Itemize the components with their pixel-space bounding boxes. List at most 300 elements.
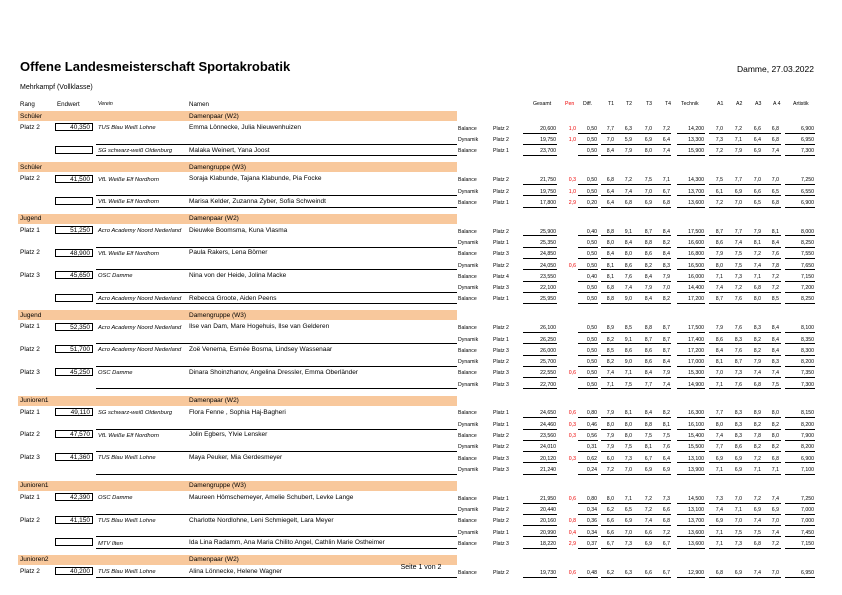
table-row — [0, 407, 842, 418]
table-row — [0, 225, 842, 236]
value-cell: 7,1 — [715, 273, 723, 280]
category-label: Schüler — [20, 163, 43, 171]
value-cell: 7,3 — [662, 495, 670, 502]
exercise-cell: Balance — [458, 273, 477, 280]
value-cell: 13,600 — [688, 529, 704, 536]
col-artistik: Artistik — [793, 101, 809, 107]
value-cell: 8,6 — [715, 336, 723, 343]
value-cell: 8,4 — [715, 347, 723, 354]
value-cell: 6,9 — [715, 455, 723, 462]
value-cell: 21,750 — [540, 177, 556, 184]
value-cell: 8,2 — [662, 296, 670, 303]
col-t2: T2 — [626, 101, 633, 107]
club-cell: VfL Weiße Elf Nordhorn — [98, 176, 160, 183]
cell-underline — [677, 388, 705, 389]
value-cell: 6,8 — [662, 199, 670, 206]
value-cell: 6,4 — [606, 199, 614, 206]
value-cell: 7,250 — [801, 177, 814, 184]
names-cell: Alina Lönnecke, Helene Wagner — [189, 567, 282, 575]
value-cell: 25,950 — [540, 296, 556, 303]
value-cell: 13,700 — [688, 188, 704, 195]
value-cell: 0,50 — [586, 325, 597, 332]
value-cell: 6,8 — [771, 137, 779, 144]
value-cell: 15,500 — [688, 444, 704, 451]
value-cell: 7,1 — [662, 177, 670, 184]
value-cell: 17,400 — [688, 336, 704, 343]
value-cell: 5,9 — [624, 137, 632, 144]
exercise-cell: Balance — [458, 518, 477, 525]
value-cell: 7,150 — [801, 273, 814, 280]
placement-cell: Platz 2 — [493, 177, 509, 184]
club-cell: TUS Blau Weiß Lohne — [98, 569, 156, 576]
value-cell: 6,3 — [624, 125, 632, 132]
value-cell: 6,900 — [801, 455, 814, 462]
cell-underline — [578, 207, 598, 208]
exercise-cell: Dynamik — [458, 285, 479, 292]
value-cell: 6,8 — [715, 569, 723, 576]
placement-cell: Platz 2 — [493, 569, 509, 576]
cell-underline — [601, 155, 671, 156]
placement-cell: Platz 2 — [493, 325, 509, 332]
cell-underline — [785, 548, 815, 549]
value-cell: 7,2 — [715, 199, 723, 206]
value-cell: 6,8 — [771, 199, 779, 206]
value-cell: 9,1 — [624, 336, 632, 343]
placement-cell: Platz 4 — [493, 273, 509, 280]
value-cell: 6,8 — [606, 285, 614, 292]
discipline-label: Damenpaar (W2) — [189, 215, 239, 223]
value-cell: 8,2 — [753, 421, 761, 428]
cell-underline — [523, 303, 557, 304]
value-cell: 8,3 — [734, 410, 742, 417]
exercise-cell: Dynamik — [458, 262, 479, 269]
column-header-row — [0, 101, 842, 111]
exercise-cell: Balance — [458, 125, 477, 132]
value-cell: 7,150 — [801, 540, 814, 547]
value-cell: 7,0 — [734, 199, 742, 206]
value-cell: 8,1 — [624, 410, 632, 417]
exercise-cell: Balance — [458, 199, 477, 206]
endwert-box: 48,900 — [55, 249, 93, 257]
table-row — [0, 441, 842, 452]
value-cell: 6,4 — [662, 137, 670, 144]
value-cell: 13,600 — [688, 540, 704, 547]
value-cell: 7,9 — [662, 273, 670, 280]
value-cell: 0,6 — [568, 569, 576, 576]
endwert-box: 45,250 — [55, 368, 93, 376]
discipline-label: Damengruppe (W3) — [189, 311, 247, 319]
endwert-box — [55, 538, 93, 546]
value-cell: 16,000 — [688, 273, 704, 280]
value-cell: 8,6 — [624, 262, 632, 269]
value-cell: 20,440 — [540, 507, 556, 514]
value-cell: 7,4 — [771, 529, 779, 536]
value-cell: 16,300 — [688, 410, 704, 417]
exercise-cell: Dynamik — [458, 188, 479, 195]
col-namen: Namen — [189, 101, 209, 108]
value-cell: 6,8 — [753, 285, 761, 292]
value-cell: 7,7 — [734, 177, 742, 184]
exercise-cell: Dynamik — [458, 507, 479, 514]
team-separator — [96, 207, 457, 208]
value-cell: 20,990 — [540, 529, 556, 536]
value-cell: 6,9 — [644, 466, 652, 473]
value-cell: 8,4 — [771, 325, 779, 332]
cell-underline — [677, 577, 705, 578]
rank-cell: Platz 2 — [20, 567, 40, 575]
value-cell: 8,2 — [753, 444, 761, 451]
table-row — [0, 185, 842, 196]
cell-underline — [709, 303, 781, 304]
col-verein: Verein — [98, 101, 113, 107]
value-cell: 8,200 — [801, 444, 814, 451]
col-technik: Technik — [681, 101, 699, 107]
cell-underline — [785, 207, 815, 208]
value-cell: 2,9 — [568, 540, 576, 547]
value-cell: 7,4 — [753, 262, 761, 269]
value-cell: 8,4 — [771, 239, 779, 246]
value-cell: 6,7 — [662, 569, 670, 576]
table-row — [0, 418, 842, 429]
value-cell: 0,6 — [568, 262, 576, 269]
value-cell: 7,5 — [715, 177, 723, 184]
value-cell: 6,9 — [715, 518, 723, 525]
value-cell: 7,200 — [801, 285, 814, 292]
value-cell: 0,34 — [586, 529, 597, 536]
table-row — [0, 344, 842, 355]
value-cell: 7,4 — [662, 148, 670, 155]
value-cell: 7,0 — [624, 466, 632, 473]
value-cell: 16,100 — [688, 421, 704, 428]
value-cell: 0,3 — [568, 177, 576, 184]
value-cell: 7,0 — [624, 529, 632, 536]
rank-cell: Platz 2 — [20, 431, 40, 439]
table-row — [0, 356, 842, 367]
value-cell: 24,460 — [540, 421, 556, 428]
value-cell: 7,0 — [644, 188, 652, 195]
value-cell: 8,150 — [801, 410, 814, 417]
value-cell: 7,4 — [715, 433, 723, 440]
exercise-cell: Balance — [458, 148, 477, 155]
value-cell: 6,900 — [801, 199, 814, 206]
category-label: Jugend — [20, 215, 42, 223]
value-cell: 24,050 — [540, 262, 556, 269]
exercise-cell: Balance — [458, 569, 477, 576]
table-row — [0, 367, 842, 378]
value-cell: 7,0 — [771, 177, 779, 184]
placement-cell: Platz 3 — [493, 466, 509, 473]
value-cell: 24,010 — [540, 444, 556, 451]
placement-cell: Platz 3 — [493, 381, 509, 388]
value-cell: 26,100 — [540, 325, 556, 332]
placement-cell: Platz 1 — [493, 336, 509, 343]
value-cell: 7,0 — [606, 137, 614, 144]
category-label: Junioren2 — [20, 556, 49, 564]
value-cell: 6,5 — [771, 188, 779, 195]
value-cell: 0,50 — [586, 148, 597, 155]
value-cell: 8,2 — [662, 239, 670, 246]
table-row — [0, 270, 842, 281]
value-cell: 7,4 — [771, 495, 779, 502]
exercise-cell: Balance — [458, 296, 477, 303]
cell-underline — [785, 577, 815, 578]
endwert-box: 40,200 — [55, 567, 93, 575]
exercise-cell: Dynamik — [458, 529, 479, 536]
endwert-box: 52,350 — [55, 323, 93, 331]
value-cell: 25,700 — [540, 359, 556, 366]
placement-cell: Platz 1 — [493, 199, 509, 206]
names-cell: Rebecca Groote, Aiden Peens — [189, 294, 277, 302]
value-cell: 7,1 — [715, 529, 723, 536]
value-cell: 7,7 — [644, 381, 652, 388]
value-cell: 7,0 — [734, 495, 742, 502]
cell-underline — [677, 548, 705, 549]
value-cell: 7,1 — [715, 381, 723, 388]
page-footer: Seite 1 von 2 — [400, 564, 442, 571]
value-cell: 0,50 — [586, 347, 597, 354]
value-cell: 8,9 — [753, 410, 761, 417]
value-cell: 0,3 — [568, 421, 576, 428]
value-cell: 20,600 — [540, 125, 556, 132]
value-cell: 7,1 — [624, 370, 632, 377]
club-cell: TUS Blau Weiß Lohne — [98, 455, 156, 462]
cell-underline — [677, 155, 705, 156]
discipline-label: Damenpaar (W2) — [189, 112, 239, 120]
value-cell: 6,1 — [715, 188, 723, 195]
value-cell: 8,0 — [624, 421, 632, 428]
rank-cell: Platz 1 — [20, 226, 40, 234]
value-cell: 6,8 — [606, 177, 614, 184]
placement-cell: Platz 1 — [493, 421, 509, 428]
rank-cell: Platz 2 — [20, 346, 40, 353]
value-cell: 17,200 — [688, 296, 704, 303]
value-cell: 7,550 — [801, 251, 814, 258]
exercise-cell: Balance — [458, 495, 477, 502]
names-cell: Maya Peuker, Mia Gerdesmeyer — [189, 453, 283, 461]
value-cell: 24,650 — [540, 410, 556, 417]
cell-underline — [578, 577, 598, 578]
endwert-box: 42,390 — [55, 493, 93, 501]
value-cell: 7,350 — [801, 370, 814, 377]
table-row — [0, 196, 842, 207]
value-cell: 7,9 — [734, 148, 742, 155]
cell-underline — [601, 303, 671, 304]
value-cell: 2,9 — [568, 199, 576, 206]
endwert-box — [55, 146, 93, 154]
names-cell: Dinara Shoinzhanov, Angelina Dressler, Emma Oberländer — [189, 368, 358, 376]
value-cell: 15,900 — [688, 148, 704, 155]
value-cell: 7,2 — [715, 148, 723, 155]
value-cell: 8,8 — [644, 239, 652, 246]
cell-underline — [601, 388, 671, 389]
value-cell: 7,5 — [624, 381, 632, 388]
cell-underline — [523, 388, 557, 389]
value-cell: 7,6 — [771, 251, 779, 258]
placement-cell: Platz 2 — [493, 137, 509, 144]
value-cell: 0,37 — [586, 540, 597, 547]
value-cell: 7,2 — [662, 125, 670, 132]
endwert-box — [55, 197, 93, 205]
value-cell: 22,550 — [540, 370, 556, 377]
club-cell: TUS Blau Weiß Lohne — [98, 125, 156, 132]
value-cell: 7,4 — [715, 507, 723, 514]
value-cell: 8,6 — [734, 444, 742, 451]
value-cell: 19,750 — [540, 188, 556, 195]
endwert-box: 41,360 — [55, 453, 93, 461]
value-cell: 19,750 — [540, 137, 556, 144]
value-cell: 7,650 — [801, 262, 814, 269]
value-cell: 8,6 — [624, 347, 632, 354]
value-cell: 6,6 — [644, 569, 652, 576]
exercise-cell: Balance — [458, 251, 477, 258]
value-cell: 8,4 — [644, 370, 652, 377]
names-cell: Charlotte Nordlohne, Leni Schmiegelt, Lara Meyer — [189, 516, 334, 524]
cell-underline — [785, 303, 815, 304]
value-cell: 0,3 — [568, 433, 576, 440]
value-cell: 7,0 — [644, 125, 652, 132]
value-cell: 6,950 — [801, 569, 814, 576]
value-cell: 8,4 — [644, 296, 652, 303]
value-cell: 1,0 — [568, 125, 576, 132]
value-cell: 14,300 — [688, 177, 704, 184]
value-cell: 7,2 — [771, 273, 779, 280]
endwert-box — [55, 294, 93, 302]
value-cell: 7,2 — [644, 495, 652, 502]
value-cell: 8,0 — [771, 410, 779, 417]
category-header — [0, 162, 842, 173]
exercise-cell: Balance — [458, 325, 477, 332]
placement-cell: Platz 1 — [493, 410, 509, 417]
value-cell: 7,7 — [715, 410, 723, 417]
value-cell: 7,5 — [753, 529, 761, 536]
value-cell: 8,3 — [734, 336, 742, 343]
placement-cell: Platz 1 — [493, 239, 509, 246]
value-cell: 6,8 — [753, 381, 761, 388]
value-cell: 13,600 — [688, 199, 704, 206]
value-cell: 8,3 — [771, 359, 779, 366]
value-cell: 8,1 — [644, 444, 652, 451]
value-cell: 7,9 — [606, 433, 614, 440]
category-label: Schüler — [20, 112, 43, 120]
exercise-cell: Dynamik — [458, 466, 479, 473]
page-subtitle: Mehrkampf (Vollklasse) — [20, 84, 93, 91]
endwert-box: 40,350 — [55, 123, 93, 131]
placement-cell: Platz 1 — [493, 495, 509, 502]
names-cell: Marisa Kelder, Zuzanna Zyber, Sofia Schweindt — [189, 198, 326, 206]
value-cell: 21,950 — [540, 495, 556, 502]
placement-cell: Platz 3 — [493, 285, 509, 292]
value-cell: 6,6 — [606, 529, 614, 536]
value-cell: 8,2 — [771, 444, 779, 451]
value-cell: 6,7 — [662, 188, 670, 195]
rank-cell: Platz 2 — [20, 249, 40, 257]
value-cell: 8,7 — [662, 347, 670, 354]
value-cell: 25,900 — [540, 228, 556, 235]
value-cell: 8,0 — [771, 433, 779, 440]
placement-cell: Platz 2 — [493, 444, 509, 451]
col-diff: Diff. — [583, 101, 593, 107]
value-cell: 8,1 — [662, 421, 670, 428]
value-cell: 8,7 — [662, 325, 670, 332]
rank-cell: Platz 1 — [20, 408, 40, 416]
value-cell: 25,350 — [540, 239, 556, 246]
cell-underline — [601, 474, 671, 475]
category-header — [0, 396, 842, 407]
rank-cell: Platz 2 — [20, 175, 40, 183]
names-cell: Malaka Weinert, Yana Joost — [189, 146, 270, 154]
page-title: Offene Landesmeisterschaft Sportakrobatik — [20, 59, 291, 74]
value-cell: 8,4 — [662, 359, 670, 366]
placement-cell: Platz 3 — [493, 455, 509, 462]
value-cell: 7,300 — [801, 148, 814, 155]
value-cell: 20,160 — [540, 518, 556, 525]
exercise-cell: Balance — [458, 347, 477, 354]
exercise-cell: Balance — [458, 540, 477, 547]
value-cell: 8,0 — [644, 148, 652, 155]
team-separator — [96, 155, 457, 156]
value-cell: 8,350 — [801, 336, 814, 343]
value-cell: 6,9 — [753, 148, 761, 155]
value-cell: 7,000 — [801, 507, 814, 514]
value-cell: 7,4 — [644, 518, 652, 525]
col-pen: Pen — [565, 101, 575, 107]
placement-cell: Platz 2 — [493, 518, 509, 525]
value-cell: 7,9 — [715, 251, 723, 258]
value-cell: 8,7 — [715, 296, 723, 303]
category-header — [0, 214, 842, 225]
value-cell: 6,6 — [644, 529, 652, 536]
club-cell: Acro Academy Noord Nederland — [98, 347, 182, 354]
value-cell: 8,3 — [734, 433, 742, 440]
cell-underline — [677, 207, 705, 208]
value-cell: 13,100 — [688, 507, 704, 514]
club-cell: Acro Academy Noord Nederland — [98, 324, 182, 331]
cell-underline — [523, 548, 557, 549]
value-cell: 7,3 — [734, 273, 742, 280]
results-table — [0, 111, 842, 577]
value-cell: 6,9 — [753, 507, 761, 514]
value-cell: 13,100 — [688, 455, 704, 462]
value-cell: 0,6 — [568, 370, 576, 377]
value-cell: 7,1 — [715, 540, 723, 547]
cell-underline — [523, 207, 557, 208]
value-cell: 8,6 — [644, 347, 652, 354]
value-cell: 8,0 — [606, 421, 614, 428]
value-cell: 8,4 — [606, 251, 614, 258]
value-cell: 7,2 — [662, 529, 670, 536]
col-a3: A3 — [755, 101, 762, 107]
value-cell: 0,50 — [586, 336, 597, 343]
table-row — [0, 145, 842, 156]
value-cell: 8,0 — [624, 251, 632, 258]
rank-cell: Platz 2 — [20, 516, 40, 524]
value-cell: 0,50 — [586, 285, 597, 292]
value-cell: 8,8 — [606, 296, 614, 303]
value-cell: 7,7 — [734, 228, 742, 235]
value-cell: 0,6 — [568, 410, 576, 417]
value-cell: 6,4 — [662, 455, 670, 462]
value-cell: 7,5 — [644, 433, 652, 440]
col-a4: A 4 — [773, 101, 781, 107]
table-row — [0, 248, 842, 259]
value-cell: 16,800 — [688, 251, 704, 258]
col-t3: T3 — [646, 101, 653, 107]
names-cell: Soraja Klabunde, Tajana Klabunde, Pia Focke — [189, 175, 322, 183]
value-cell: 7,3 — [734, 370, 742, 377]
value-cell: 8,7 — [644, 336, 652, 343]
value-cell: 6,550 — [801, 188, 814, 195]
exercise-cell: Dynamik — [458, 359, 479, 366]
